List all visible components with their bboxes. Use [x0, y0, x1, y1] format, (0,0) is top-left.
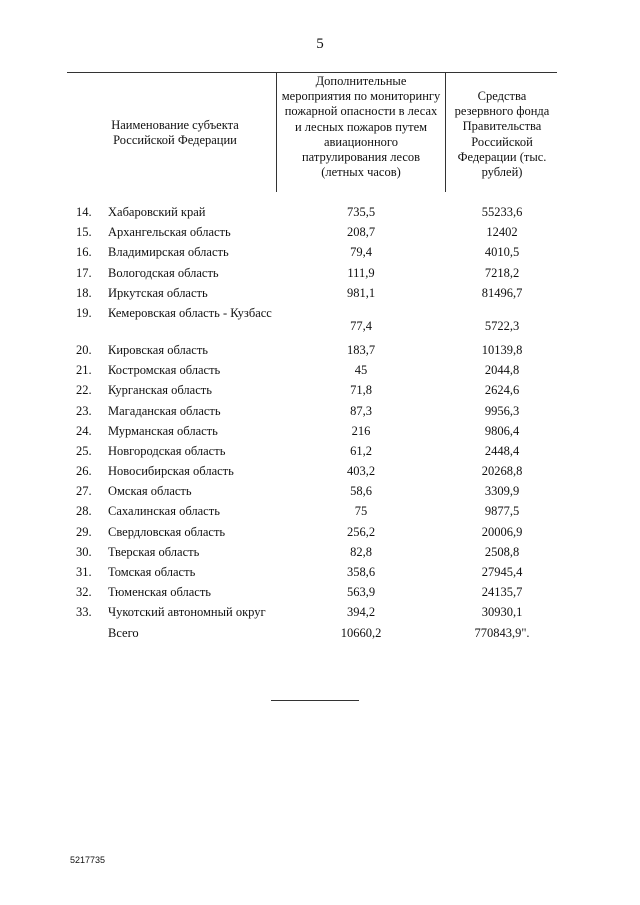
table-row [0, 306, 640, 343]
row-reserve-fund: 12402 [486, 225, 518, 240]
row-subject-name: Чукотский автономный округ [108, 605, 266, 620]
row-subject-name: Мурманская область [108, 423, 218, 438]
row-number: 31. [76, 565, 92, 579]
row-flight-hours: 75 [354, 504, 368, 519]
row-reserve-fund: 2508,8 [484, 544, 520, 559]
row-reserve-fund: 20006,9 [481, 524, 523, 539]
table-row [0, 266, 640, 286]
table-row [0, 286, 640, 306]
row-flight-hours: 403,2 [346, 464, 376, 479]
header-reserve-fund: Средства резервного фонда Правительства Российской Федерации (тыс. рублей) [454, 89, 550, 180]
row-number: 14. [76, 205, 92, 219]
row-number: 28. [76, 504, 92, 519]
row-number: 30. [76, 544, 92, 559]
row-reserve-fund: 7218,2 [484, 265, 520, 280]
row-reserve-fund: 9806,4 [484, 423, 520, 438]
table-row [0, 585, 640, 605]
page-number: 5 [316, 36, 324, 52]
table-row [0, 504, 640, 524]
header-column-divider [276, 72, 277, 192]
row-reserve-fund: 2624,6 [484, 383, 520, 398]
row-number: 22. [76, 383, 92, 398]
row-reserve-fund: 4010,5 [484, 245, 520, 260]
row-reserve-fund: 20268,8 [481, 464, 523, 479]
total-label: Всего [108, 625, 139, 640]
row-number: 15. [76, 225, 92, 240]
table-row [0, 383, 640, 403]
row-subject-name: Томская область [108, 565, 196, 579]
row-flight-hours: 77,4 [350, 318, 372, 333]
row-flight-hours: 216 [351, 423, 371, 438]
row-reserve-fund: 9956,3 [484, 403, 520, 418]
row-number: 20. [76, 342, 92, 357]
document-code: 5217735 [70, 855, 106, 865]
table-row [0, 424, 640, 444]
row-flight-hours: 735,5 [346, 205, 376, 219]
table-row [0, 545, 640, 565]
row-flight-hours: 256,2 [346, 524, 376, 539]
row-reserve-fund: 2448,4 [484, 443, 520, 458]
row-number: 21. [76, 363, 92, 378]
row-number: 26. [76, 464, 92, 479]
row-reserve-fund: 3309,9 [484, 484, 520, 499]
row-number: 23. [76, 403, 92, 418]
row-number: 19. [76, 305, 92, 320]
row-flight-hours: 208,7 [346, 225, 376, 240]
row-subject-name: Тюменская область [108, 585, 211, 600]
table-row [0, 464, 640, 484]
row-subject-name: Владимирская область [108, 245, 229, 260]
row-subject-name: Новосибирская область [108, 464, 234, 479]
row-reserve-fund: 5722,3 [484, 318, 520, 333]
table-row [0, 444, 640, 464]
row-subject-name: Свердловская область [108, 524, 226, 539]
table-row [0, 525, 640, 545]
row-flight-hours: 82,8 [350, 544, 372, 559]
row-flight-hours: 61,2 [350, 443, 372, 458]
row-subject-name: Магаданская область [108, 403, 221, 418]
total-flight-hours: 10660,2 [340, 625, 382, 640]
row-subject-name: Тверская область [108, 544, 200, 559]
row-number: 18. [76, 285, 92, 300]
row-subject-name: Омская область [108, 484, 192, 499]
row-subject-name: Иркутская область [108, 285, 208, 300]
row-flight-hours: 394,2 [346, 605, 376, 620]
table-body [0, 205, 640, 646]
row-flight-hours: 87,3 [350, 403, 372, 418]
table-row [0, 484, 640, 504]
header-column-divider [445, 72, 446, 192]
row-number: 25. [76, 443, 92, 458]
row-subject-name: Кировская область [108, 342, 209, 357]
row-reserve-fund: 24135,7 [481, 585, 523, 600]
header-flight-hours: Дополнительные мероприятия по мониторингу пожарной опасности в лесах и лесных пожаров путем авиационного патрулирования лесов (летных часов) [281, 74, 441, 180]
row-reserve-fund: 2044,8 [484, 363, 520, 378]
row-reserve-fund: 81496,7 [481, 285, 523, 300]
row-number: 16. [76, 245, 92, 260]
row-flight-hours: 563,9 [346, 585, 376, 600]
row-number: 33. [76, 605, 92, 620]
row-flight-hours: 71,8 [350, 383, 372, 398]
row-reserve-fund: 55233,6 [481, 205, 523, 219]
row-flight-hours: 58,6 [350, 484, 372, 499]
row-reserve-fund: 9877,5 [484, 504, 520, 519]
table-row [0, 363, 640, 383]
row-subject-name: Архангельская область [108, 225, 231, 240]
row-number: 32. [76, 585, 92, 600]
row-flight-hours: 79,4 [350, 245, 372, 260]
row-reserve-fund: 10139,8 [481, 342, 523, 357]
row-flight-hours: 111,9 [347, 265, 375, 280]
row-reserve-fund: 27945,4 [481, 565, 523, 579]
table-top-rule [67, 72, 557, 73]
row-number: 29. [76, 524, 92, 539]
total-reserve-fund: 770843,9". [474, 625, 530, 640]
row-reserve-fund: 30930,1 [481, 605, 523, 620]
table-row [0, 343, 640, 363]
row-number: 27. [76, 484, 92, 499]
row-number: 24. [76, 423, 92, 438]
row-flight-hours: 45 [354, 363, 368, 378]
row-subject-name: Сахалинская область [108, 504, 220, 519]
header-subject-name: Наименование субъекта Российской Федерации [111, 118, 239, 148]
row-subject-name: Хабаровский край [108, 205, 206, 219]
row-flight-hours: 358,6 [346, 565, 376, 579]
table-row [0, 605, 640, 625]
table-row [0, 404, 640, 424]
table-total-row [0, 626, 640, 646]
end-of-document-rule [271, 700, 359, 701]
row-subject-name: Новгородская область [108, 443, 226, 458]
row-number: 17. [76, 265, 92, 280]
table-row [0, 225, 640, 245]
row-subject-name: Кемеровская область - Кузбасс [108, 305, 272, 320]
row-flight-hours: 981,1 [346, 285, 376, 300]
table-row [0, 565, 640, 585]
row-flight-hours: 183,7 [346, 342, 376, 357]
row-subject-name: Вологодская область [108, 265, 219, 280]
row-subject-name: Костромская область [108, 363, 221, 378]
table-row [0, 245, 640, 265]
row-subject-name: Курганская область [108, 383, 212, 398]
table-row [0, 205, 640, 225]
